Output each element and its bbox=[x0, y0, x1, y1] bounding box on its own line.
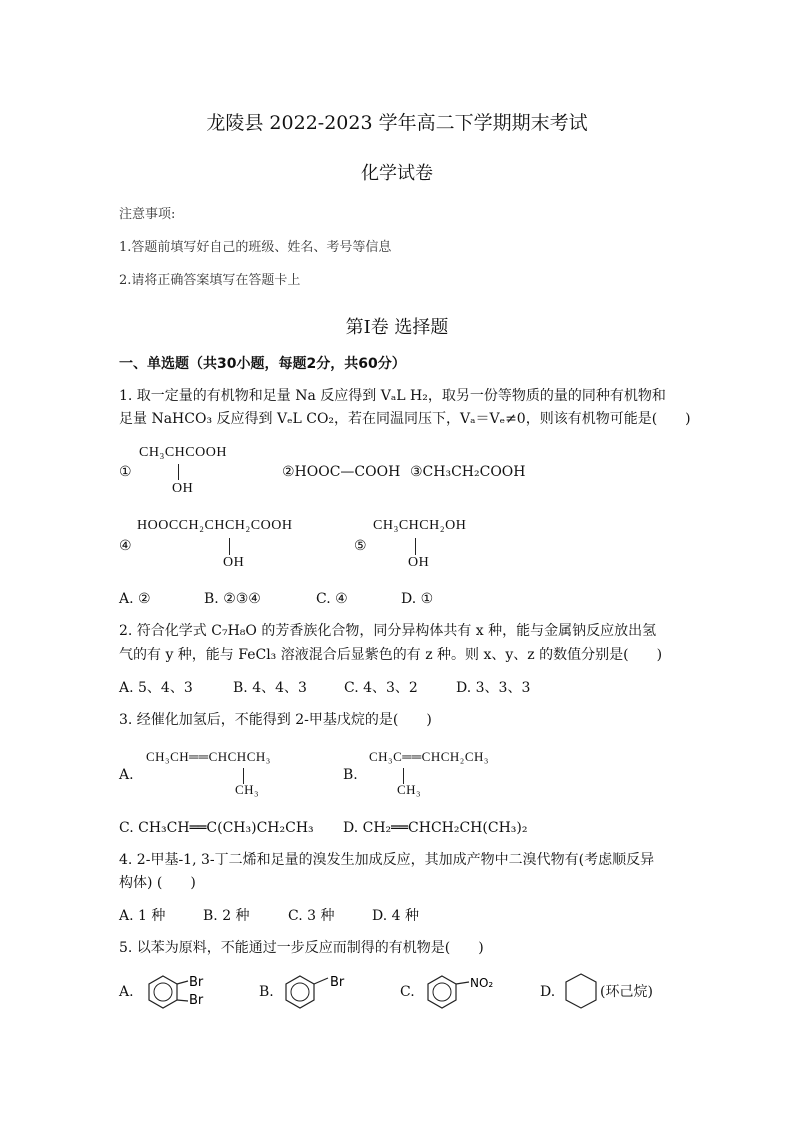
q1-s3: ③CH₃CH₂COOH bbox=[410, 464, 526, 480]
q1-s5-formula: CH₃CHCH₂OH bbox=[373, 518, 467, 533]
q4-option-d: D. 4 种 bbox=[372, 908, 419, 924]
q4-option-c: C. 3 种 bbox=[288, 908, 335, 924]
part-heading: 一、单选题（共30小题，每题2分，共60分） bbox=[119, 356, 406, 372]
q1-option-c: C. ④ bbox=[316, 591, 348, 607]
q1-s4-mark: ④ bbox=[119, 538, 132, 554]
q5-c-label: C. bbox=[400, 984, 415, 1000]
q5-b-label: B. bbox=[259, 984, 274, 1000]
notes-heading: 注意事项: bbox=[119, 207, 176, 222]
q3-a-methyl: CH₃ bbox=[235, 782, 260, 797]
q3-a-label: A. bbox=[119, 767, 134, 783]
q5-a-br2: Br bbox=[189, 993, 204, 1008]
q5-c-no2: NO₂ bbox=[470, 976, 494, 990]
q2-option-d: D. 3、3、3 bbox=[456, 680, 531, 696]
q1-line1: 1. 取一定量的有机物和足量 Na 反应得到 VₐL H₂，取另一份等物质的量的同种有机物和 bbox=[119, 388, 666, 404]
q1-option-d: D. ① bbox=[401, 591, 434, 607]
q1-s4-bond bbox=[229, 538, 230, 555]
q5-b-br: Br bbox=[330, 975, 345, 990]
q3-b-label: B. bbox=[343, 767, 358, 783]
q3-b-methyl: CH₃ bbox=[397, 782, 422, 797]
q5-line1: 5. 以苯为原料，不能通过一步反应而制得的有机物是( ) bbox=[119, 940, 484, 956]
q2-option-b: B. 4、4、3 bbox=[233, 680, 307, 696]
cyclohexane-structure bbox=[562, 968, 602, 1014]
q1-s1-formula: CH₃CHCOOH bbox=[139, 445, 227, 460]
q5-d-label: D. bbox=[540, 984, 556, 1000]
q2-line2: 气的有 y 种，能与 FeCl₃ 溶液混合后显紫色的有 z 种。则 x、y、z 的数值分别是( ) bbox=[119, 647, 663, 663]
q1-s4-formula: HOOCCH₂CHCH₂COOH bbox=[137, 518, 293, 533]
dibromobenzene-structure bbox=[140, 970, 220, 1014]
q3-option-c: C. CH₃CH══C(CH₃)CH₂CH₃ bbox=[119, 820, 314, 836]
section-title: 第Ⅰ卷 选择题 bbox=[345, 317, 449, 338]
q3-option-d: D. CH₂══CHCH₂CH(CH₃)₂ bbox=[343, 820, 528, 836]
exam-subtitle: 化学试卷 bbox=[361, 163, 433, 184]
q1-option-a: A. ② bbox=[119, 591, 151, 607]
q1-option-b: B. ②③④ bbox=[204, 591, 261, 607]
q1-s5-oh: OH bbox=[408, 555, 430, 570]
notes-item-1: 1.答题前填写好自己的班级、姓名、考号等信息 bbox=[119, 240, 392, 255]
q1-s2: ②HOOC—COOH bbox=[282, 464, 401, 480]
q2-line1: 2. 符合化学式 C₇H₈O 的芳香族化合物，同分异构体共有 x 种，能与金属钠反应放出氢 bbox=[119, 623, 657, 639]
q1-s1-mark: ① bbox=[119, 464, 132, 480]
q1-s5-bond bbox=[415, 538, 416, 555]
q1-s1-oh: OH bbox=[172, 481, 194, 496]
q3-b-formula: CH₃C══CHCH₂CH₃ bbox=[369, 749, 489, 764]
notes-item-2: 2.请将正确答案填写在答题卡上 bbox=[119, 273, 301, 288]
q1-line2: 足量 NaHCO₃ 反应得到 VₑL CO₂，若在同温同压下，Vₐ＝Vₑ≠0，则该有机物可能是( ) bbox=[119, 411, 691, 427]
exam-title: 龙陵县 2022-2023 学年高二下学期期末考试 bbox=[206, 112, 588, 134]
q5-a-br1: Br bbox=[189, 975, 204, 990]
q4-option-a: A. 1 种 bbox=[119, 908, 166, 924]
q4-line2: 构体) ( ) bbox=[119, 875, 196, 891]
q2-option-a: A. 5、4、3 bbox=[119, 680, 193, 696]
bromobenzene-structure bbox=[280, 968, 360, 1012]
q3-line1: 3. 经催化加氢后，不能得到 2-甲基戊烷的是( ) bbox=[119, 712, 432, 728]
q5-d-name: (环己烷) bbox=[600, 984, 653, 1000]
q1-s1-bond bbox=[178, 464, 179, 480]
nitrobenzene-structure bbox=[422, 968, 512, 1012]
q5-a-label: A. bbox=[119, 984, 134, 1000]
q1-s4-oh: OH bbox=[223, 555, 245, 570]
q1-s5-mark: ⑤ bbox=[354, 538, 367, 554]
q3-a-formula: CH₃CH══CHCHCH₃ bbox=[146, 749, 271, 764]
q4-option-b: B. 2 种 bbox=[203, 908, 250, 924]
q2-option-c: C. 4、3、2 bbox=[344, 680, 418, 696]
q4-line1: 4. 2-甲基-1, 3-丁二烯和足量的溴发生加成反应，其加成产物中二溴代物有(考虑顺反异 bbox=[119, 852, 655, 868]
